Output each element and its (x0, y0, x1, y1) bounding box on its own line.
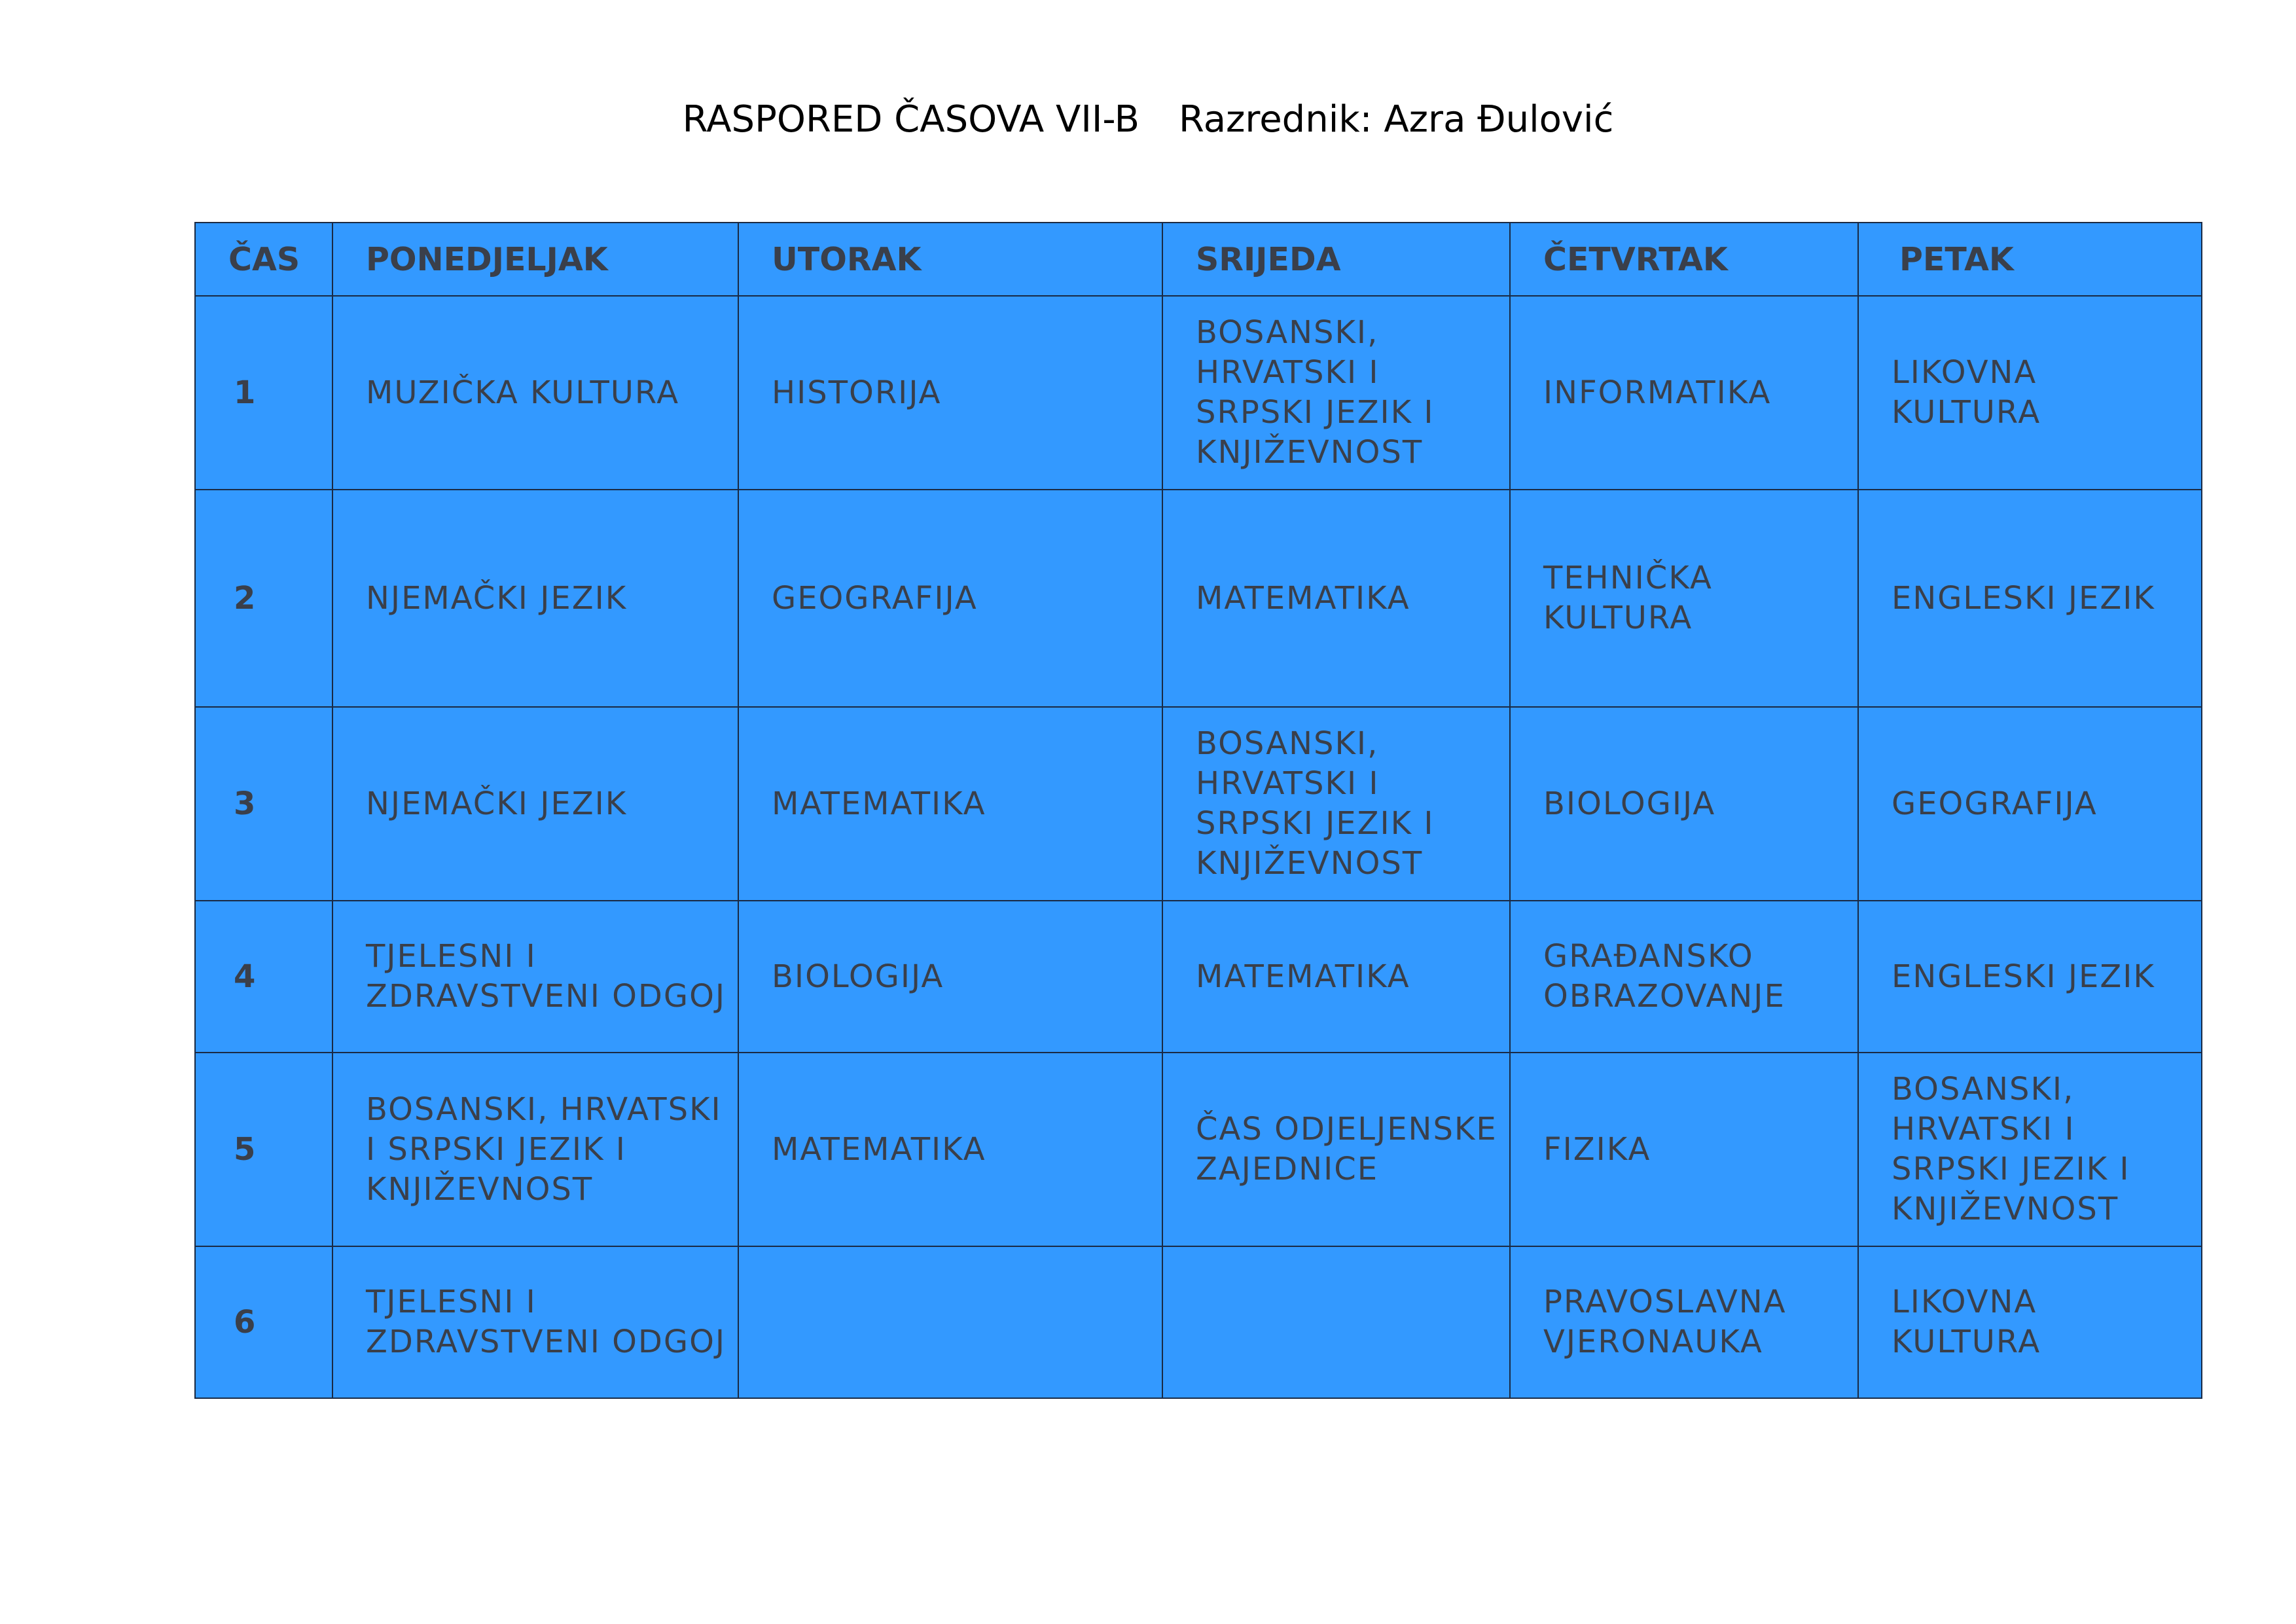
period-number: 1 (195, 296, 332, 490)
header-srijeda: SRIJEDA (1162, 223, 1510, 296)
table-row (195, 490, 2202, 707)
table-cell: NJEMAČKI JEZIK (332, 490, 738, 707)
table-cell: GEOGRAFIJA (1858, 707, 2202, 901)
schedule-table (194, 222, 2202, 1399)
header-ponedjeljak: PONEDJELJAK (332, 223, 738, 296)
table-cell: LIKOVNA KULTURA (1858, 1246, 2202, 1398)
table-cell: ENGLESKI JEZIK (1858, 490, 2202, 707)
table-cell: BIOLOGIJA (1510, 707, 1858, 901)
header-utorak: UTORAK (738, 223, 1162, 296)
page-title (0, 98, 2296, 141)
table-cell: HISTORIJA (738, 296, 1162, 490)
table-cell: ENGLESKI JEZIK (1858, 901, 2202, 1053)
table-cell: BOSANSKI, HRVATSKI I SRPSKI JEZIK I KNJIŽEVNOST (1858, 1053, 2202, 1246)
table-cell: BOSANSKI, HRVATSKI I SRPSKI JEZIK I KNJIŽEVNOST (1162, 707, 1510, 901)
class-teacher: Razrednik: Azra Đulović (1179, 98, 1614, 141)
table-row (195, 296, 2202, 490)
table-cell: NJEMAČKI JEZIK (332, 707, 738, 901)
table-cell: MATEMATIKA (1162, 901, 1510, 1053)
header-row (195, 223, 2202, 296)
table-cell: BOSANSKI, HRVATSKI I SRPSKI JEZIK I KNJIŽEVNOST (1162, 296, 1510, 490)
table-cell: MATEMATIKA (1162, 490, 1510, 707)
table-cell: TJELESNI I ZDRAVSTVENI ODGOJ (332, 901, 738, 1053)
table-cell: ČAS ODJELJENSKE ZAJEDNICE (1162, 1053, 1510, 1246)
table-cell: INFORMATIKA (1510, 296, 1858, 490)
period-number: 5 (195, 1053, 332, 1246)
schedule-title: RASPORED ČASOVA VII-B (682, 98, 1140, 141)
table-row (195, 1053, 2202, 1246)
period-number: 6 (195, 1246, 332, 1398)
table-cell: TJELESNI I ZDRAVSTVENI ODGOJ (332, 1246, 738, 1398)
table-cell: BOSANSKI, HRVATSKI I SRPSKI JEZIK I KNJIŽEVNOST (332, 1053, 738, 1246)
table-cell: PRAVOSLAVNA VJERONAUKA (1510, 1246, 1858, 1398)
table-row (195, 1246, 2202, 1398)
table-cell: MUZIČKA KULTURA (332, 296, 738, 490)
table-cell (1162, 1246, 1510, 1398)
period-number: 4 (195, 901, 332, 1053)
table-cell: BIOLOGIJA (738, 901, 1162, 1053)
header-cas: ČAS (195, 223, 332, 296)
table-cell: TEHNIČKA KULTURA (1510, 490, 1858, 707)
table-cell (738, 1246, 1162, 1398)
header-cetvrtak: ČETVRTAK (1510, 223, 1858, 296)
period-number: 2 (195, 490, 332, 707)
header-petak: PETAK (1858, 223, 2202, 296)
period-number: 3 (195, 707, 332, 901)
table-cell: FIZIKA (1510, 1053, 1858, 1246)
table-row (195, 901, 2202, 1053)
table-cell: GRAĐANSKO OBRAZOVANJE (1510, 901, 1858, 1053)
table-cell: LIKOVNA KULTURA (1858, 296, 2202, 490)
table-row (195, 707, 2202, 901)
table-cell: MATEMATIKA (738, 1053, 1162, 1246)
table-cell: MATEMATIKA (738, 707, 1162, 901)
table-cell: GEOGRAFIJA (738, 490, 1162, 707)
